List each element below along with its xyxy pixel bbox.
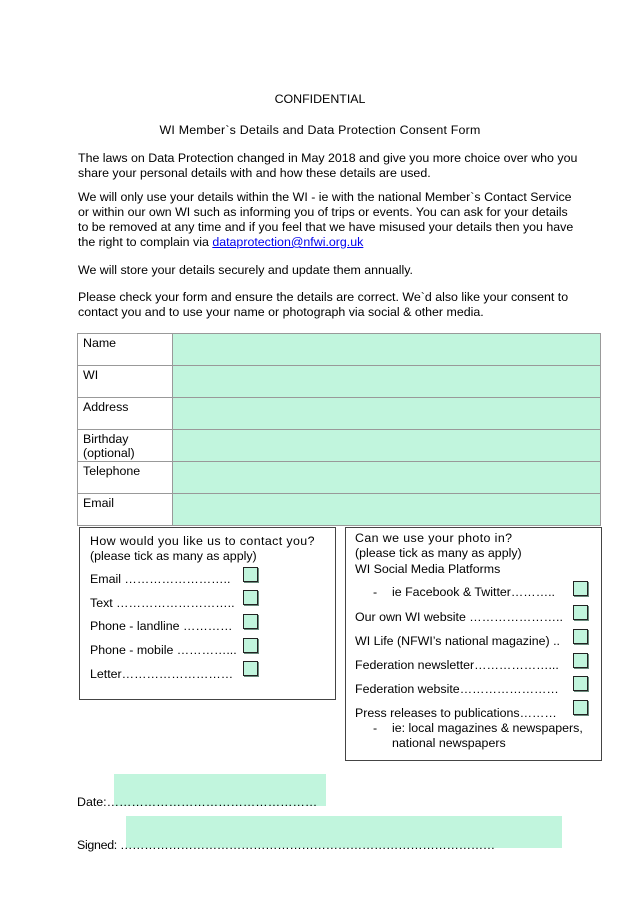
contact-preferences-box	[79, 527, 336, 700]
photo-wilife-checkbox[interactable]	[573, 629, 588, 644]
details-row-telephone	[78, 462, 601, 494]
social-media-heading: WI Social Media Platforms	[355, 562, 501, 576]
photo-option-press-label: Press releases to publications………	[355, 706, 557, 720]
telephone-label: Telephone	[78, 462, 173, 494]
dataprotection-email-link[interactable]: dataprotection@nfwi.org.uk	[212, 235, 364, 249]
details-row-name	[78, 334, 601, 366]
contact-option-mobile-label: Phone - mobile …………...	[90, 643, 237, 657]
email-field[interactable]	[173, 494, 601, 526]
contact-letter-checkbox[interactable]	[243, 661, 258, 676]
member-details-table	[77, 333, 601, 526]
contact-subtitle: (please tick as many as apply)	[90, 549, 257, 563]
name-label: Name	[78, 334, 173, 366]
intro-paragraph-2: We will only use your details within the WI - ie with the national Member`s Contact Service or within our own WI such as informing you of trips or events. You can ask for your details to be removed at any time and if you feel that we have misused your details then you have the right to complain via dataprotection@nfwi.org.uk	[78, 190, 574, 249]
contact-option-email-label: Email ……………………..	[90, 572, 231, 586]
email-label: Email	[78, 494, 173, 526]
photo-option-social-label: ie Facebook & Twitter………..	[392, 585, 555, 599]
social-bullet: -	[373, 585, 378, 599]
contact-mobile-checkbox[interactable]	[243, 638, 258, 653]
photo-option-wilife-label: WI Life (NFWI’s national magazine) ..	[355, 634, 560, 648]
wi-field[interactable]	[173, 366, 601, 398]
photo-option-fedwebsite-label: Federation website……………………	[355, 682, 559, 696]
contact-option-letter-label: Letter………………………	[90, 667, 234, 681]
photo-website-checkbox[interactable]	[573, 605, 588, 620]
contact-title: How would you like us to contact you?	[90, 534, 315, 548]
details-row-email	[78, 494, 601, 526]
photo-newsletter-checkbox[interactable]	[573, 653, 588, 668]
intro-paragraph-4: Please check your form and ensure the details are correct. We`d also like your consent to contact you and to use your name or photograph via social & other media.	[78, 290, 569, 319]
intro-paragraph-1: The laws on Data Protection changed in May 2018 and give you more choice over who you share your personal details with and how these details are used.	[78, 151, 578, 180]
details-row-birthday	[78, 430, 601, 462]
wi-label: WI	[78, 366, 173, 398]
photo-consent-box	[345, 527, 602, 761]
signed-label: Signed: …………………………………………………………………………………	[77, 838, 495, 852]
photo-title: Can we use your photo in?	[355, 531, 513, 545]
contact-landline-checkbox[interactable]	[243, 614, 258, 629]
photo-option-website-label: Our own WI website …………………..	[355, 610, 563, 624]
details-row-wi	[78, 366, 601, 398]
form-title: WI Member`s Details and Data Protection Consent Form	[159, 123, 481, 137]
photo-press-checkbox[interactable]	[573, 700, 588, 715]
telephone-field[interactable]	[173, 462, 601, 494]
birthday-label: Birthday (optional)	[78, 430, 173, 462]
photo-subtitle: (please tick as many as apply)	[355, 546, 522, 560]
contact-text-checkbox[interactable]	[243, 590, 258, 605]
confidential-heading: CONFIDENTIAL	[274, 92, 366, 106]
photo-option-newsletter-label: Federation newsletter………………...	[355, 658, 559, 672]
birthday-field[interactable]	[173, 430, 601, 462]
date-label: Date:……………………………………………	[77, 795, 318, 809]
details-row-address	[78, 398, 601, 430]
press-sub-bullet: -	[373, 721, 378, 735]
address-label: Address	[78, 398, 173, 430]
contact-option-landline-label: Phone - landline …………	[90, 619, 233, 633]
press-sub-text-1: ie: local magazines & newspapers,	[392, 721, 583, 735]
contact-email-checkbox[interactable]	[243, 567, 258, 582]
photo-fedwebsite-checkbox[interactable]	[573, 676, 588, 691]
name-field[interactable]	[173, 334, 601, 366]
address-field[interactable]	[173, 398, 601, 430]
contact-option-text-label: Text ………………………..	[90, 596, 235, 610]
photo-social-checkbox[interactable]	[573, 581, 588, 596]
intro-paragraph-3: We will store your details securely and update them annually.	[78, 263, 413, 277]
press-sub-text-2: national newspapers	[392, 736, 506, 750]
